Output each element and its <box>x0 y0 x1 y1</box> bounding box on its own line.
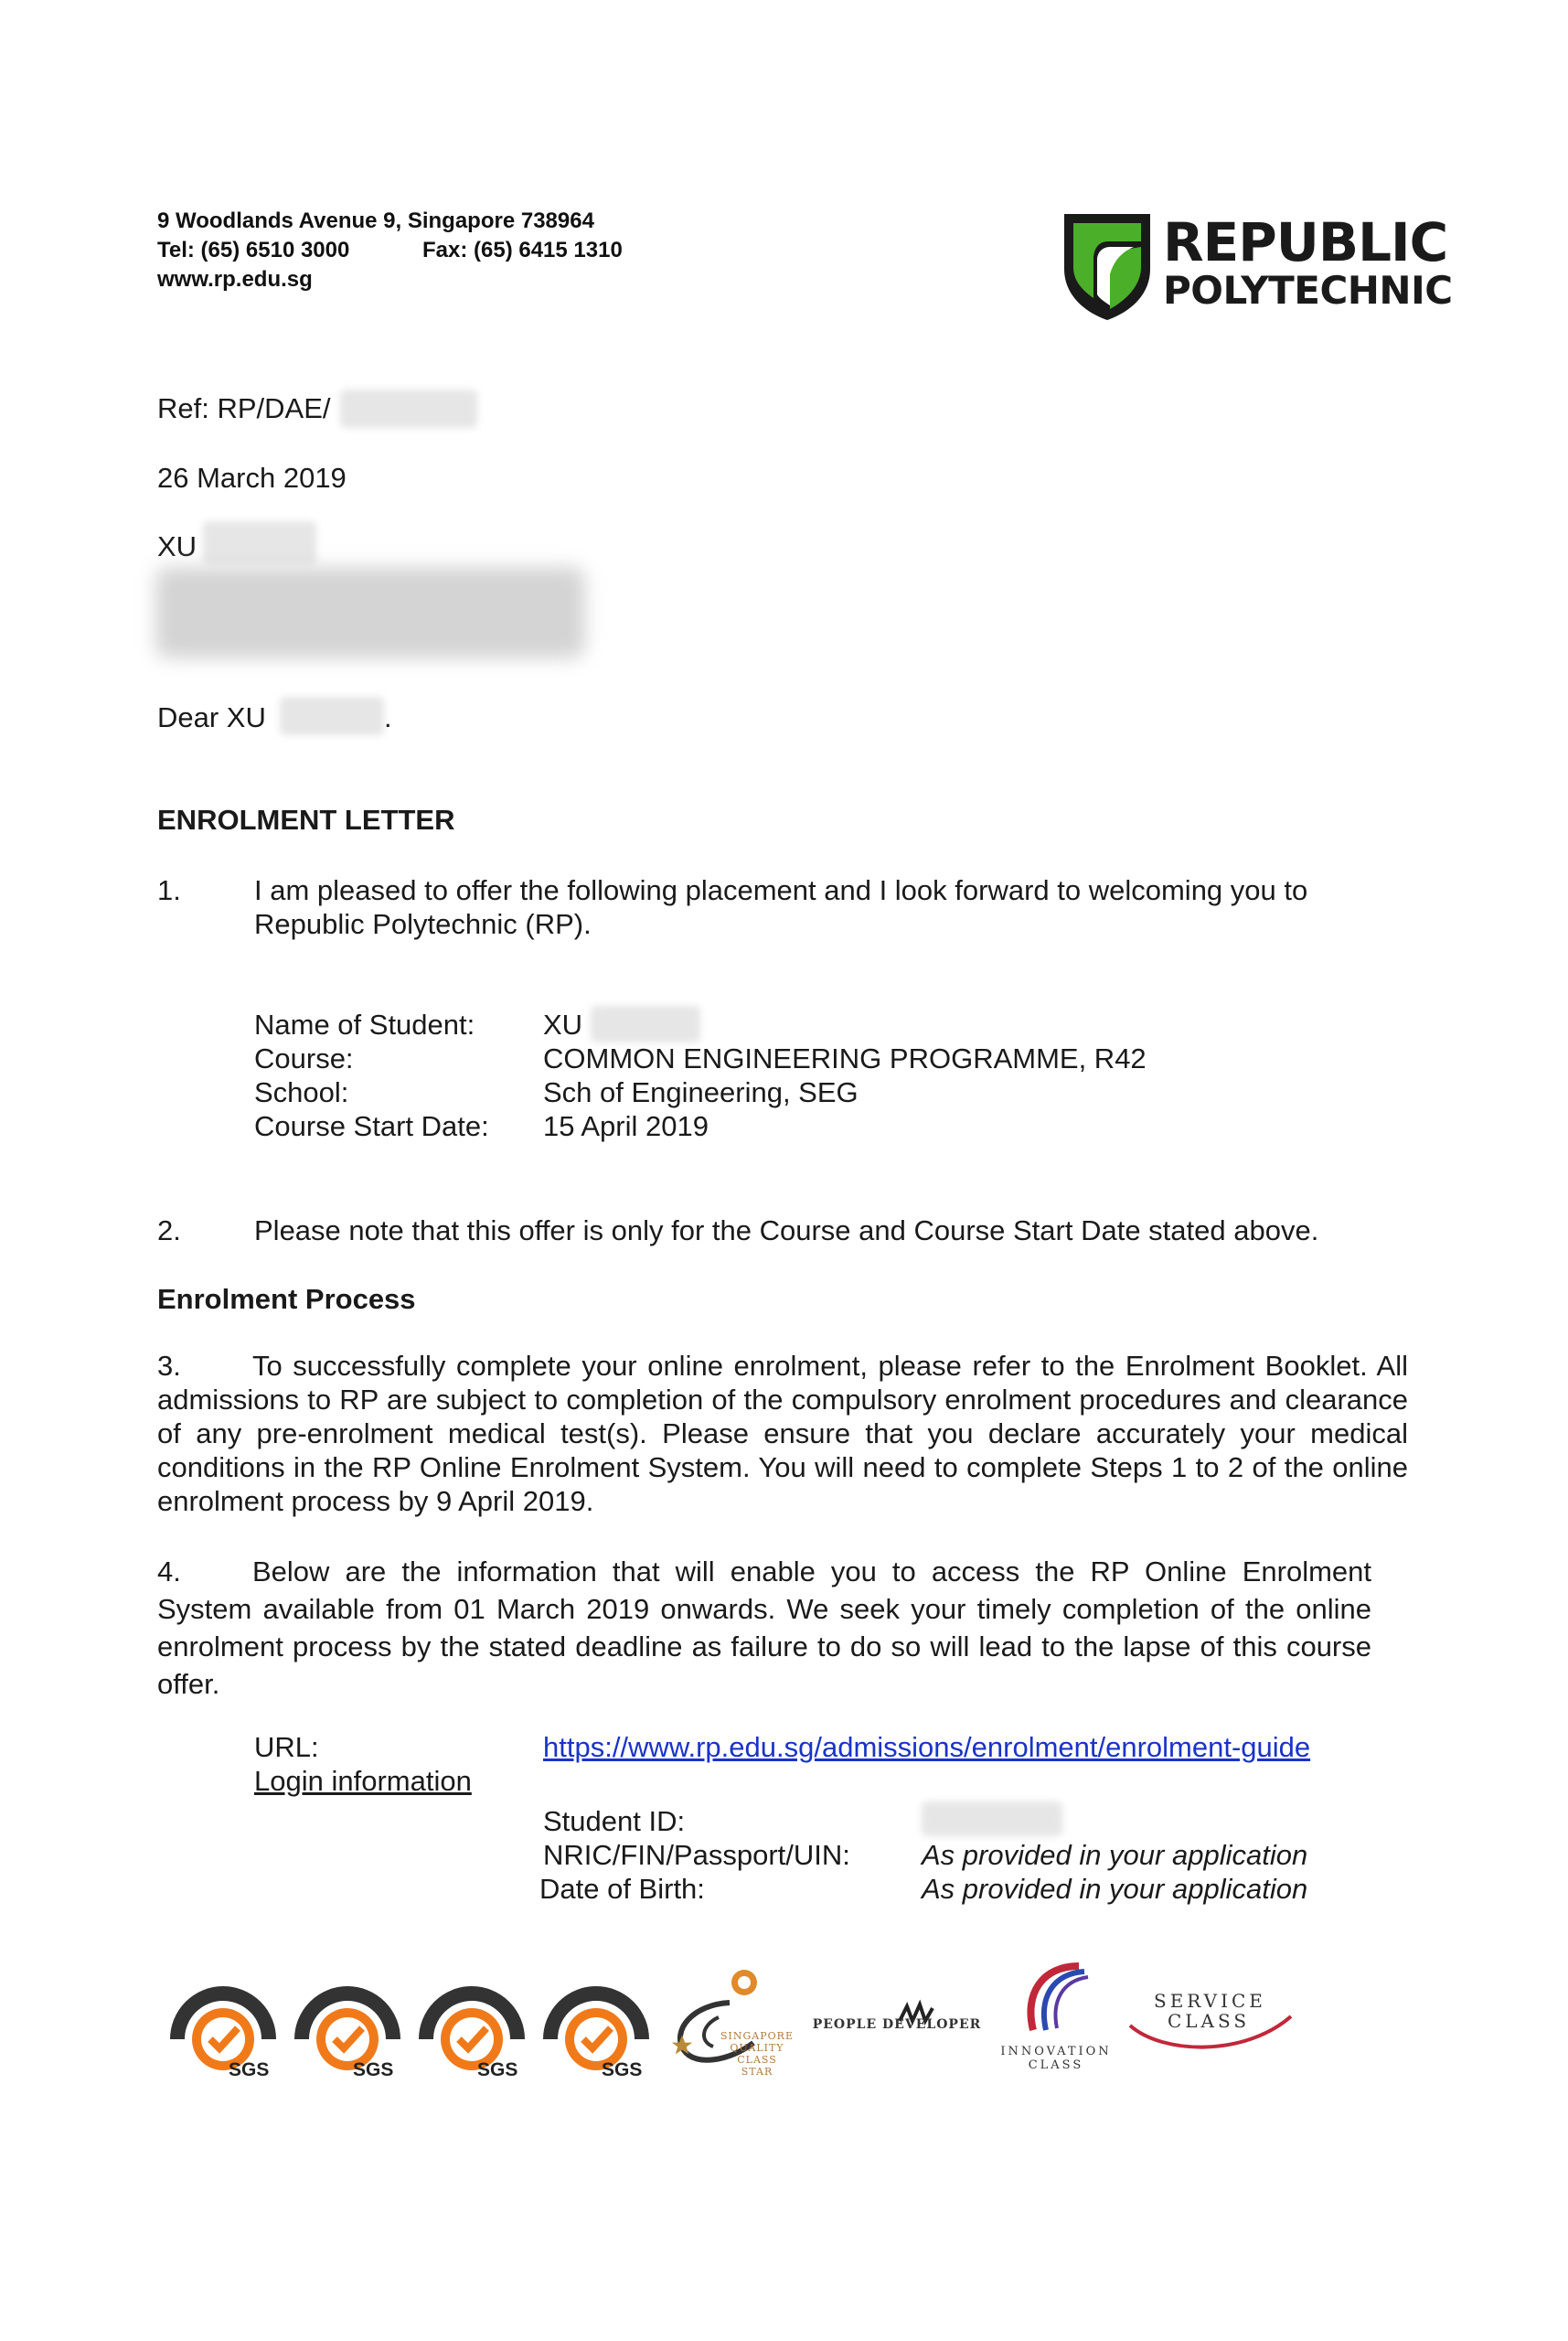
dob-label: Date of Birth: <box>539 1873 705 1905</box>
login-information-heading: Login information <box>254 1765 472 1797</box>
sgs-certification-badge <box>417 1975 527 2085</box>
sgs-label: SGS <box>602 2059 643 2080</box>
salutation: Dear XU <box>157 701 266 733</box>
nric-value: As provided in your application <box>922 1839 1308 1871</box>
redacted-student-id <box>922 1801 1062 1836</box>
salutation-punctuation: . <box>384 701 392 733</box>
course-label: Course: <box>254 1042 354 1074</box>
para2-text: Please note that this offer is only for the Course and Course Start Date stated above. <box>254 1214 1319 1246</box>
start-date-value: 15 April 2019 <box>543 1110 709 1142</box>
para3-text: To successfully complete your online enrolment, please refer to the Enrolment Booklet. All admissions to RP are subject to completion of the compulsory enrolment procedures and clearance of any pre-enrolment medical test(s). Please ensure that you declare accurately your medical conditions in the RP Online Enrolment System. You will need to complete Steps 1 to 2 of the online enrolment process by 9 April 2019. <box>157 1350 1408 1517</box>
school-label: School: <box>254 1076 349 1108</box>
logo-title: REPUBLIC <box>1163 211 1448 273</box>
service-class-label: SERVICE CLASS <box>1154 1990 1266 2032</box>
logo-subtitle: POLYTECHNIC <box>1163 268 1453 313</box>
redacted-recipient-address <box>155 567 585 658</box>
shield-icon <box>1061 210 1154 324</box>
para4-number: 4. <box>157 1555 181 1587</box>
website: www.rp.edu.sg <box>157 267 313 292</box>
fax: Fax: (65) 6415 1310 <box>422 238 623 262</box>
para3-number: 3. <box>157 1350 181 1382</box>
letter-title: ENROLMENT LETTER <box>157 804 455 836</box>
para1-line2: Republic Polytechnic (RP). <box>254 908 592 940</box>
service-class-swoosh-icon <box>1126 1980 1300 2062</box>
redacted-student-name <box>591 1006 700 1042</box>
quality-class-label: SINGAPORE QUALITY CLASS STAR <box>720 2030 794 2078</box>
enrolment-guide-link[interactable]: https://www.rp.edu.sg/admissions/enrolment/enrolment-guide <box>543 1731 1311 1763</box>
start-date-label: Course Start Date: <box>254 1110 489 1142</box>
para3 <box>157 1349 1408 1518</box>
course-value: COMMON ENGINEERING PROGRAMME, R42 <box>543 1042 1147 1074</box>
innovation-class-logo <box>997 1957 1115 2076</box>
sgs-label: SGS <box>353 2059 394 2080</box>
para4 <box>157 1553 1371 1703</box>
address-line: 9 Woodlands Avenue 9, Singapore 738964 <box>157 208 594 233</box>
para2-number: 2. <box>157 1214 181 1246</box>
people-developer-logo <box>805 1994 987 2058</box>
student-name-value: XU <box>543 1009 583 1041</box>
people-developer-label: PEOPLE DEVELOPER <box>812 2017 982 2032</box>
recipient-name: XU <box>157 530 197 562</box>
nric-label: NRIC/FIN/Passport/UIN: <box>543 1839 850 1871</box>
school-value: Sch of Engineering, SEG <box>543 1076 859 1108</box>
redacted-recipient-name <box>203 521 316 565</box>
sgs-certification-badge <box>541 1975 651 2085</box>
dob-value: As provided in your application <box>922 1873 1308 1905</box>
republic-polytechnic-logo <box>1061 207 1453 326</box>
telephone: Tel: (65) 6510 3000 <box>157 238 350 262</box>
student-name-label: Name of Student: <box>254 1009 475 1041</box>
innovation-class-label: INNOVATION CLASS <box>1000 2045 1112 2072</box>
sgs-certification-badge <box>168 1975 278 2085</box>
sgs-label: SGS <box>229 2059 270 2080</box>
letter-date: 26 March 2019 <box>157 462 347 494</box>
enrolment-process-heading: Enrolment Process <box>157 1283 416 1315</box>
sgs-certification-badge <box>293 1975 402 2085</box>
sgs-label: SGS <box>477 2059 518 2080</box>
innovation-class-icon <box>997 1957 1115 2048</box>
quality-class-star-logo <box>666 1966 794 2085</box>
url-label: URL: <box>254 1731 319 1763</box>
para4-text: Below are the information that will enable you to access the RP Online Enrolment System available from 01 March 2019 onwards. We seek your timely completion of the online enrolment process by the stated deadline as failure to do so will lead to the lapse of this course offer. <box>157 1555 1371 1700</box>
student-id-label: Student ID: <box>543 1805 686 1837</box>
reference-number: Ref: RP/DAE/ <box>157 392 331 424</box>
para1-line1: I am pleased to offer the following placement and I look forward to welcoming you to <box>254 874 1308 906</box>
service-class-logo <box>1126 1980 1300 2062</box>
para1-number: 1. <box>157 874 181 906</box>
redacted-salutation-name <box>280 697 384 735</box>
redacted-reference <box>340 390 477 428</box>
